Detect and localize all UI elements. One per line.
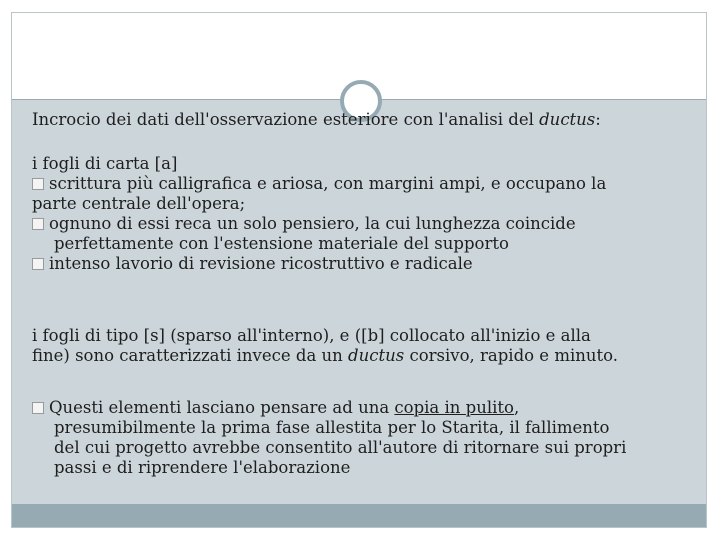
footer-bar bbox=[12, 504, 706, 527]
bullet-box-icon bbox=[32, 258, 44, 270]
conclusion-bullet bbox=[32, 398, 692, 478]
fogli-tipo-line2-text: fine) sono caratterizzati invece da un bbox=[32, 346, 349, 365]
bullet-1-line1: scrittura più calligrafica e ariosa, con margini ampi, e occupano la bbox=[49, 174, 607, 193]
conclusion-line2: presumibilmente la prima fase allestita per lo Starita, il fallimento bbox=[54, 418, 610, 437]
bullet-box-icon bbox=[32, 178, 44, 190]
conclusion-line1 bbox=[32, 398, 692, 418]
bullet-item-1 bbox=[32, 174, 692, 194]
bullet-2-line1: ognuno di essi reca un solo pensiero, la cui lunghezza coincide bbox=[49, 214, 576, 233]
bullet-3-line1: intenso lavorio di revisione ricostruttivo e radicale bbox=[49, 254, 473, 273]
bullet-1-line2: parte centrale dell'opera; bbox=[32, 194, 246, 213]
fogli-tipo-line2 bbox=[32, 346, 692, 366]
bullet-box-icon bbox=[32, 218, 44, 230]
fogli-carta-section bbox=[32, 154, 692, 274]
copia-in-pulito-underlined: copia in pulito bbox=[394, 398, 514, 417]
conclusion-line4: passi e di riprendere l'elaborazione bbox=[54, 458, 351, 477]
fogli-tipo-line1: i fogli di tipo [s] (sparso all'interno), e ([b] collocato all'inizio e alla bbox=[32, 326, 591, 345]
conclusion-line1-comma: , bbox=[513, 398, 520, 417]
conclusion-line1-text: Questi elementi lasciano pensare ad una bbox=[49, 398, 395, 417]
bullet-item-3 bbox=[32, 254, 692, 274]
bullet-item-2 bbox=[32, 214, 692, 234]
fogli-tipo-paragraph bbox=[32, 326, 692, 366]
fogli-tipo-line2-end: corsivo, rapido e minuto. bbox=[404, 346, 619, 365]
fogli-tipo-italic: ductus bbox=[348, 346, 405, 365]
bullet-2-line2: perfettamente con l'estensione materiale del supporto bbox=[54, 234, 509, 253]
intro-italic: ductus bbox=[539, 110, 596, 129]
bullet-box-icon bbox=[32, 402, 44, 414]
intro-text: Incrocio dei dati dell'osservazione esteriore con l'analisi del bbox=[32, 110, 540, 129]
fogli-carta-heading: i fogli di carta [a] bbox=[32, 154, 178, 173]
intro-paragraph bbox=[32, 110, 692, 130]
conclusion-line3: del cui progetto avrebbe consentito all'autore di ritornare sui propri bbox=[54, 438, 627, 457]
intro-colon: : bbox=[595, 110, 601, 129]
